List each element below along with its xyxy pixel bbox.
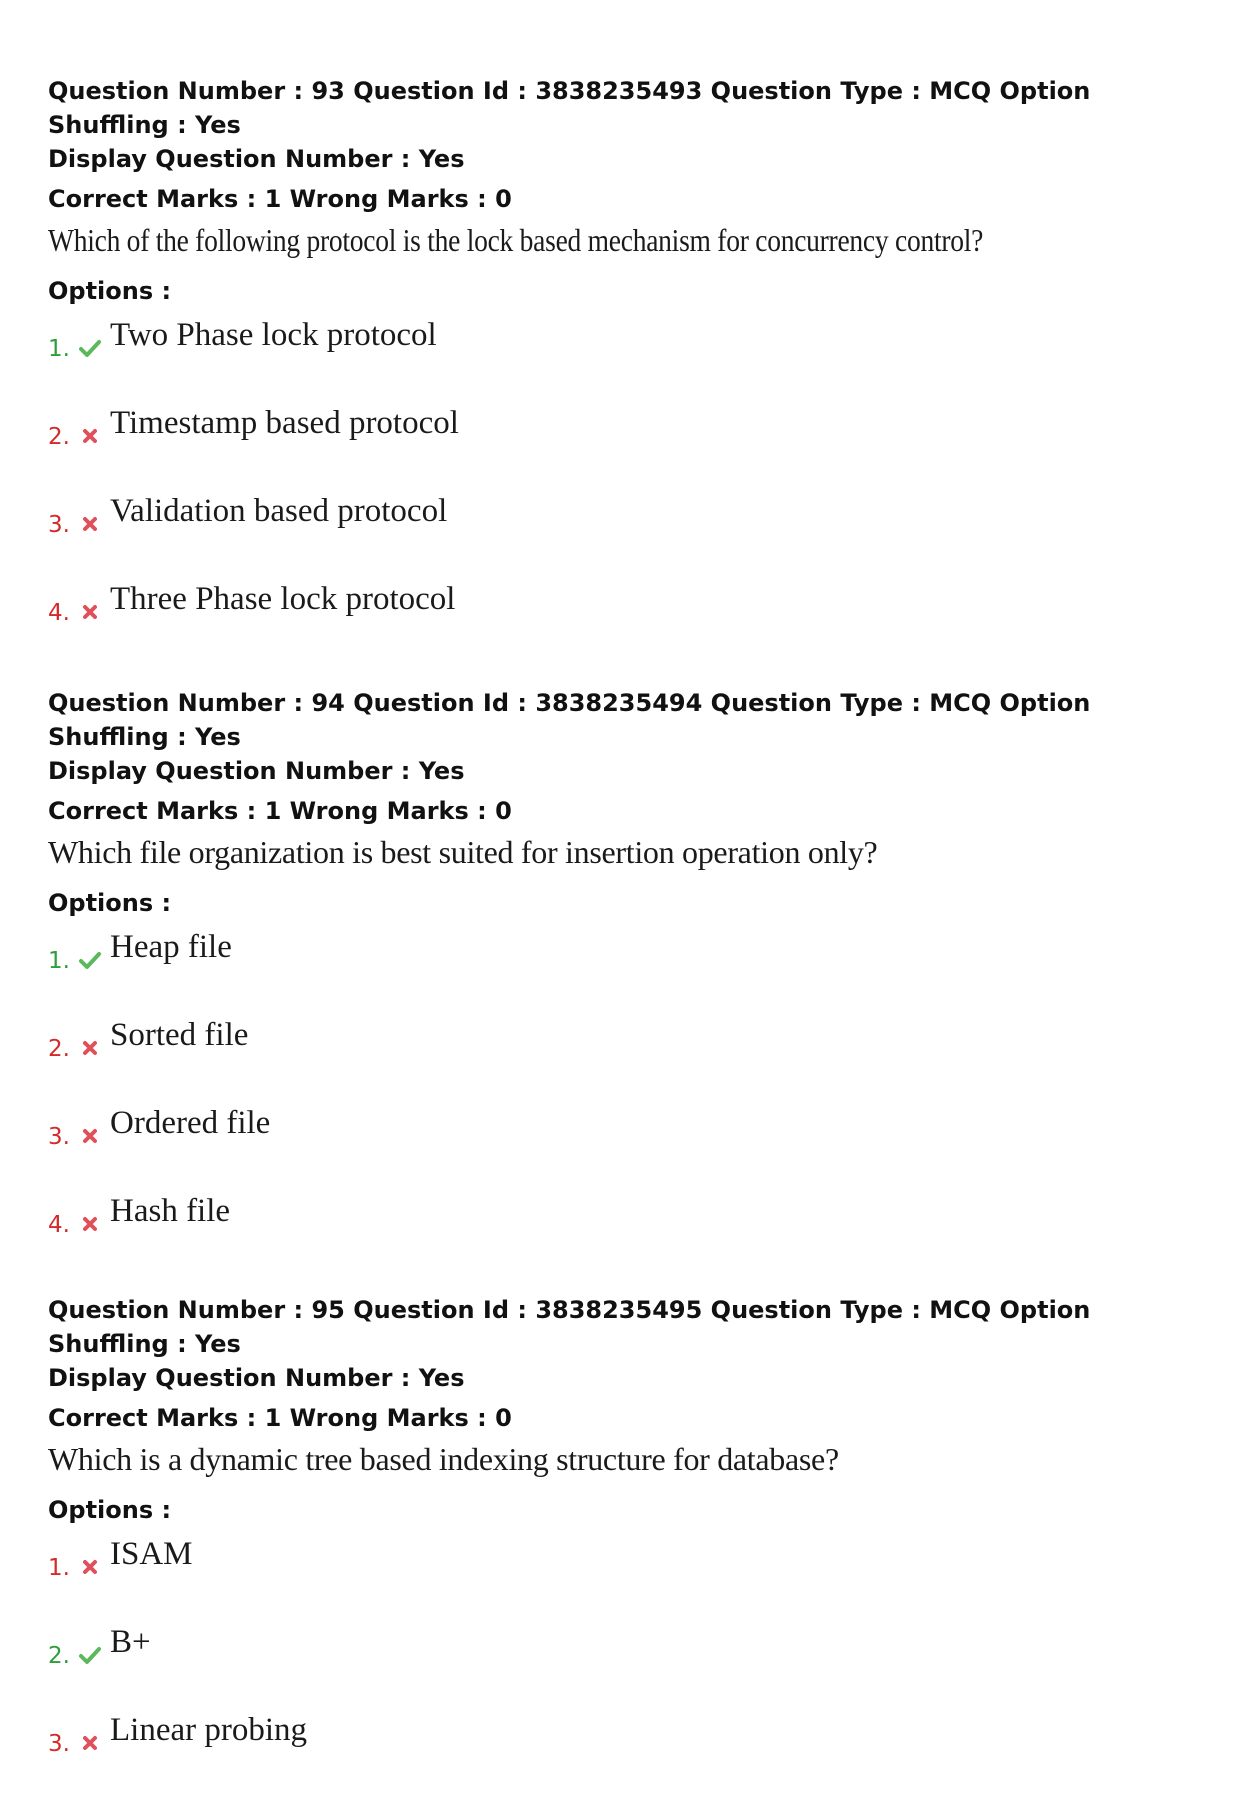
option-number: 3. <box>48 512 70 538</box>
question-header-line: Question Number : 94 Question Id : 3838235494 Question Type : MCQ Option Shuffling : Yes <box>48 689 1091 751</box>
question-text: Which of the following protocol is the lock based mechanism for concurrency control? <box>48 222 984 258</box>
options-list <box>48 318 1208 670</box>
options-list <box>48 930 1208 1282</box>
option-number: 3. <box>48 1124 70 1150</box>
question-text: Which file organization is best suited for insertion operation only? <box>48 834 878 870</box>
check-icon <box>78 1643 102 1667</box>
question-header <box>48 1293 1208 1395</box>
option-item <box>48 1106 1208 1194</box>
option-item <box>48 1713 1208 1801</box>
option-item <box>48 1194 1208 1282</box>
question-header-line: Display Question Number : Yes <box>48 1364 465 1392</box>
option-number: 2. <box>48 424 70 450</box>
option-item <box>48 406 1208 494</box>
option-text: Hash file <box>110 1193 231 1229</box>
cross-icon <box>78 1212 102 1236</box>
question-header <box>48 686 1208 788</box>
option-text: Linear probing <box>110 1712 308 1748</box>
option-number: 2. <box>48 1036 70 1062</box>
cross-icon <box>78 1124 102 1148</box>
question-block <box>48 1293 1208 1801</box>
question-marks: Correct Marks : 1 Wrong Marks : 0 <box>48 797 512 825</box>
question-header <box>48 74 1208 176</box>
option-text: Validation based protocol <box>110 493 448 529</box>
options-label: Options : <box>48 889 172 917</box>
option-number: 1. <box>48 1555 70 1581</box>
option-item <box>48 1625 1208 1713</box>
check-icon <box>78 948 102 972</box>
option-number: 4. <box>48 1212 70 1238</box>
option-item <box>48 318 1208 406</box>
option-text: ISAM <box>110 1536 193 1572</box>
option-text: Two Phase lock protocol <box>110 317 437 353</box>
option-number: 1. <box>48 948 70 974</box>
cross-icon <box>78 600 102 624</box>
option-text: Three Phase lock protocol <box>110 581 456 617</box>
cross-icon <box>78 424 102 448</box>
option-item <box>48 1018 1208 1106</box>
option-item <box>48 930 1208 1018</box>
question-block <box>48 74 1208 670</box>
cross-icon <box>78 1555 102 1579</box>
question-header-line: Question Number : 93 Question Id : 3838235493 Question Type : MCQ Option Shuffling : Yes <box>48 77 1091 139</box>
option-number: 3. <box>48 1731 70 1757</box>
option-text: Heap file <box>110 929 232 965</box>
question-header-line: Display Question Number : Yes <box>48 145 465 173</box>
option-text: B+ <box>110 1624 151 1660</box>
cross-icon <box>78 512 102 536</box>
option-text: Ordered file <box>110 1105 271 1141</box>
option-number: 1. <box>48 336 70 362</box>
option-item <box>48 494 1208 582</box>
option-number: 4. <box>48 600 70 626</box>
question-text: Which is a dynamic tree based indexing structure for database? <box>48 1441 839 1477</box>
option-text: Sorted file <box>110 1017 249 1053</box>
question-block <box>48 686 1208 1282</box>
question-header-line: Question Number : 95 Question Id : 3838235495 Question Type : MCQ Option Shuffling : Yes <box>48 1296 1091 1358</box>
options-list <box>48 1537 1208 1801</box>
option-text: Timestamp based protocol <box>110 405 459 441</box>
option-number: 2. <box>48 1643 70 1669</box>
option-item <box>48 1537 1208 1625</box>
options-label: Options : <box>48 1496 172 1524</box>
question-header-line: Display Question Number : Yes <box>48 757 465 785</box>
cross-icon <box>78 1036 102 1060</box>
check-icon <box>78 336 102 360</box>
question-marks: Correct Marks : 1 Wrong Marks : 0 <box>48 185 512 213</box>
question-marks: Correct Marks : 1 Wrong Marks : 0 <box>48 1404 512 1432</box>
option-item <box>48 582 1208 670</box>
cross-icon <box>78 1731 102 1755</box>
options-label: Options : <box>48 277 172 305</box>
